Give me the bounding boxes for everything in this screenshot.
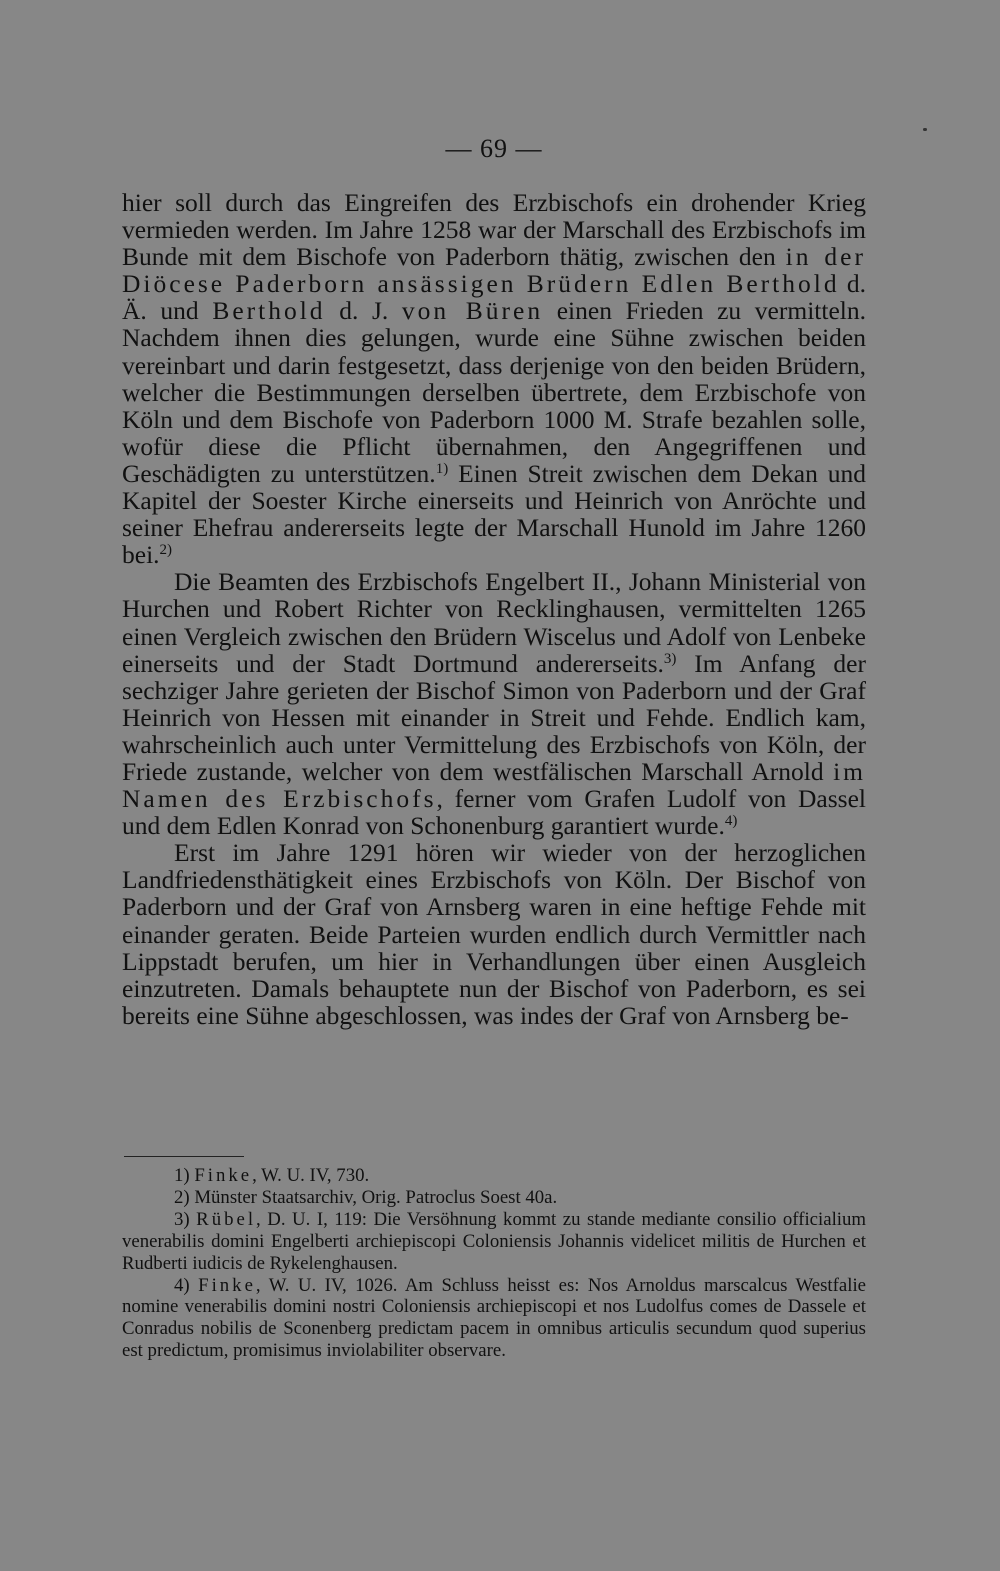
text-run: , W. U. IV, 730. (252, 1165, 370, 1186)
paragraph (122, 568, 866, 839)
text-run: 3) (174, 1208, 197, 1230)
text-run: 2) Münster Staatsarchiv, Orig. Patroclus Soest 40a. (174, 1186, 558, 1208)
text-run: , D. U. I, 119: Die Versöhnung kommt zu stande mediante consilio officialium venerabilis domini Engelberti archiepiscopi Coloniensis Johannis videlicet militis de Hurchen et Rudberti iudicis de Rykelenghausen. (122, 1208, 867, 1274)
footnote (122, 1275, 866, 1363)
page-number: — 69 — (445, 134, 543, 163)
spaced-text: in der Diöcese Paderborn ansässigen Brüdern Edlen Berthold (122, 242, 866, 299)
spaced-text: im Namen des Erzbischofs (122, 756, 866, 814)
spaced-text: Finke (198, 1274, 256, 1296)
footnotes (122, 1165, 866, 1362)
footnote-marker: 2) (159, 542, 173, 559)
footnote (122, 1209, 866, 1275)
scan-speck (923, 128, 927, 131)
footnote-marker: 3) (663, 650, 677, 667)
text-run: 1) (174, 1165, 195, 1186)
spaced-text: von Büren (401, 296, 544, 326)
footnote (122, 1187, 866, 1209)
text-run: d. Ä. und (122, 269, 866, 326)
text-run: Erst im Jahre 1291 hören wir wieder von der herzoglichen Landfriedensthätigkeit eines Erzbischofs von Köln. Der Bischof von Paderborn und der Graf von Arnsberg waren in eine heftige Fehde mit einander geraten. Beide Parteien wurden endlich durch Vermittler nach Lippstadt berufen, um hier in Verhandlungen über einen Ausgleich einzutreten. Damals behauptete nun der Bischof von Paderborn, es sei bereits eine Sühne abgeschlossen, was indes der Graf von Arnsberg be- (122, 838, 866, 1030)
footnote-rule (124, 1156, 244, 1157)
spaced-text: Berthold (212, 296, 326, 326)
text-run: d. J. (325, 296, 402, 326)
footnote-marker: 4) (724, 813, 738, 830)
text-run: , W. U. IV, 1026. Am Schluss heisst es: Nos Arnoldus marscalcus Westfalie nomine venerabilis domini nostri Coloniensis archiepiscopi et nos Ludolfus comes de Dassele et Conradus nobilis de Sconenberg predictam pacem in omnibus articulis secundum quod superius est predictum, promisimus inviolabiliter observare. (122, 1274, 867, 1362)
text-run: einen Frieden zu vermitteln. Nachdem ihnen dies gelungen, wurde eine Sühne zwischen beiden vereinbart und darin festgesetzt, dass derjenige von den beiden Brüdern, welcher die Bestimmungen derselben übertrete, dem Erzbischofe von Köln und dem Bischofe von Paderborn 1000 M. Strafe bezahlen solle, wofür diese die Pflicht übernahmen, den Angegriffenen und Geschädigten zu unterstützen. (122, 296, 866, 488)
footnote (122, 1165, 866, 1187)
spaced-text: Finke (194, 1165, 253, 1186)
text-run: , ferner vom Grafen Ludolf von Dassel und dem Edlen Konrad von Schonenburg garantiert wurde. (122, 784, 866, 841)
text-run: 4) (174, 1274, 199, 1296)
text-run: hier soll durch das Eingreifen des Erzbischofs ein drohender Krieg vermieden werden. Im Jahre 1258 war der Marschall des Erzbischofs im Bunde mit dem Bischofe von Paderborn thätig, zwischen den (122, 188, 866, 272)
text-run: Im Anfang der sechziger Jahre gerieten der Bischof Simon von Paderborn und der Graf Heinrich von Hessen mit einander in Streit und Fehde. Endlich kam, wahrscheinlich auch unter Vermittelung des Erzbischofs von Köln, der Friede zustande, welcher von dem westfälischen Marschall Arnold (122, 648, 866, 786)
footnote-marker: 1) (435, 460, 449, 477)
spaced-text: Rübel (196, 1208, 257, 1230)
body-text (122, 189, 866, 1029)
paragraph (122, 189, 866, 568)
paragraph (122, 839, 866, 1029)
text-run: Einen Streit zwischen dem Dekan und Kapitel der Soester Kirche einerseits und Heinrich von Anröchte und seiner Ehefrau andererseits legte der Marschall Hunold im Jahre 1260 bei. (122, 458, 866, 570)
text-run: Die Beamten des Erzbischofs Engelbert II., Johann Ministerial von Hurchen und Robert Richter von Recklinghausen, vermittelten 1265 einen Vergleich zwischen den Brüdern Wiscelus und Adolf von Lenbeke einerseits und der Stadt Dortmund andererseits. (122, 567, 866, 678)
